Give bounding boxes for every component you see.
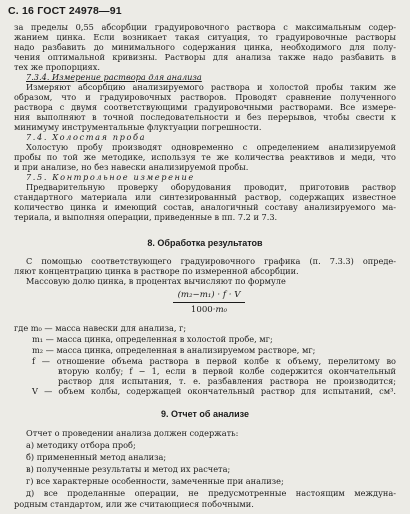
formula-numerator: (m₂−m₁) · f · V: [177, 290, 241, 300]
text-line: Отчет о проведении анализа должен содержать:: [26, 428, 239, 438]
denominator-variable: ·m₀: [212, 305, 228, 315]
section-heading: 9. Отчет об анализе: [160, 409, 250, 419]
text-line: надо разбавить до минимального содержания цинка, необходимого для полу-: [14, 42, 396, 52]
denominator-constant: 1000: [190, 305, 213, 315]
variable-definition: m₂ — масса цинка, определенная в анализируемом растворе, мг;: [32, 345, 316, 355]
text-line: тех же пропорциях.: [14, 62, 100, 72]
text-line: минимуму инструментальные флуктуации погрешности.: [14, 122, 262, 132]
fraction-bar: [173, 302, 245, 303]
text-line: Холостую пробу производят одновременно с определением анализируемой: [26, 142, 396, 152]
subsection-heading: 7.4. Холостая проба: [26, 132, 147, 142]
list-item: а) методику отбора проб;: [26, 440, 136, 450]
formula-denominator: [173, 305, 245, 315]
text-line: раствора с двумя соответствующими градуировочными растворами. Все измере-: [14, 102, 396, 112]
text-line: Измеряют абсорбцию анализируемого раствора и холостой пробы таким же: [26, 82, 396, 92]
list-item: в) полученные результаты и метод их расчета;: [26, 464, 231, 474]
text-line: за пределы 0,55 абсорбции градуировочного раствора с максимальным содер-: [14, 22, 396, 32]
variable-definition: раствор для испытания, т. е. разбавления раствора не производится;: [58, 376, 396, 386]
list-item: б) примененный метод анализа;: [26, 452, 167, 462]
variable-definition: V — объем колбы, содержащей окончательный раствор для испытаний, см³.: [32, 386, 396, 396]
text-line: С помощью соответствующего градуировочного графика (п. 7.3.3) опреде-: [26, 256, 396, 266]
variable-definition: где m₀ — масса навески для анализа, г;: [14, 323, 187, 333]
list-item: г) все характерные особенности, замеченные при анализе;: [26, 476, 284, 486]
section-heading: 8. Обработка результатов: [147, 238, 263, 248]
text-line: жанием цинка. Если возникает такая ситуация, то градуировочные растворы: [14, 32, 396, 42]
text-line: Массовую долю цинка, в процентах вычисляют по формуле: [26, 276, 286, 286]
text-line: чения оптимальной кривизны. Растворы для анализа также надо разбавить в: [14, 52, 396, 62]
variable-definition: f — отношение объема раствора в первой колбе к объему, перелитому во: [32, 356, 396, 366]
variable-definition: вторую колбу; f − 1, если в первой колбе содержится окончательный: [58, 366, 396, 376]
page-header: С. 16 ГОСТ 24978—91: [8, 5, 122, 17]
text-line: ляют концентрацию цинка в растворе по измеренной абсорбции.: [14, 266, 299, 276]
list-item: д) все проделанные операции, не предусмотренные настоящим междуна-: [26, 488, 396, 498]
text-line: образом, что и градуировочных растворов. Проводят сравнение полученного: [14, 92, 396, 102]
text-line: количество цинка и имеющий состав, аналогичный составу анализируемого ма-: [14, 202, 396, 212]
text-line: Предварительную проверку оборудования проводит, приготовив раствор: [26, 182, 396, 192]
text-line: стандартного материала или синтезированный раствор, содержащих известное: [14, 192, 396, 202]
text-line: териала, и выполняя операции, приведенные в пп. 7.2 и 7.3.: [14, 212, 278, 222]
text-line: пробы по той же методике, используя те же количества реактивов и меди, что: [14, 152, 396, 162]
subsection-heading: 7.3.4. Измерение раствора для анализа: [26, 72, 202, 82]
text-line: ния выполняют в точной последовательности и без перерывов, чтобы свести к: [14, 112, 396, 122]
text-line: и при анализе, но без навески анализируемой пробы.: [14, 162, 249, 172]
list-item: родным стандартом, или же считающиеся побочными.: [14, 499, 254, 509]
variable-definition: m₁ — масса цинка, определенная в холостой пробе, мг;: [32, 334, 273, 344]
subsection-heading: 7.5. Контрольное измерение: [26, 172, 195, 182]
